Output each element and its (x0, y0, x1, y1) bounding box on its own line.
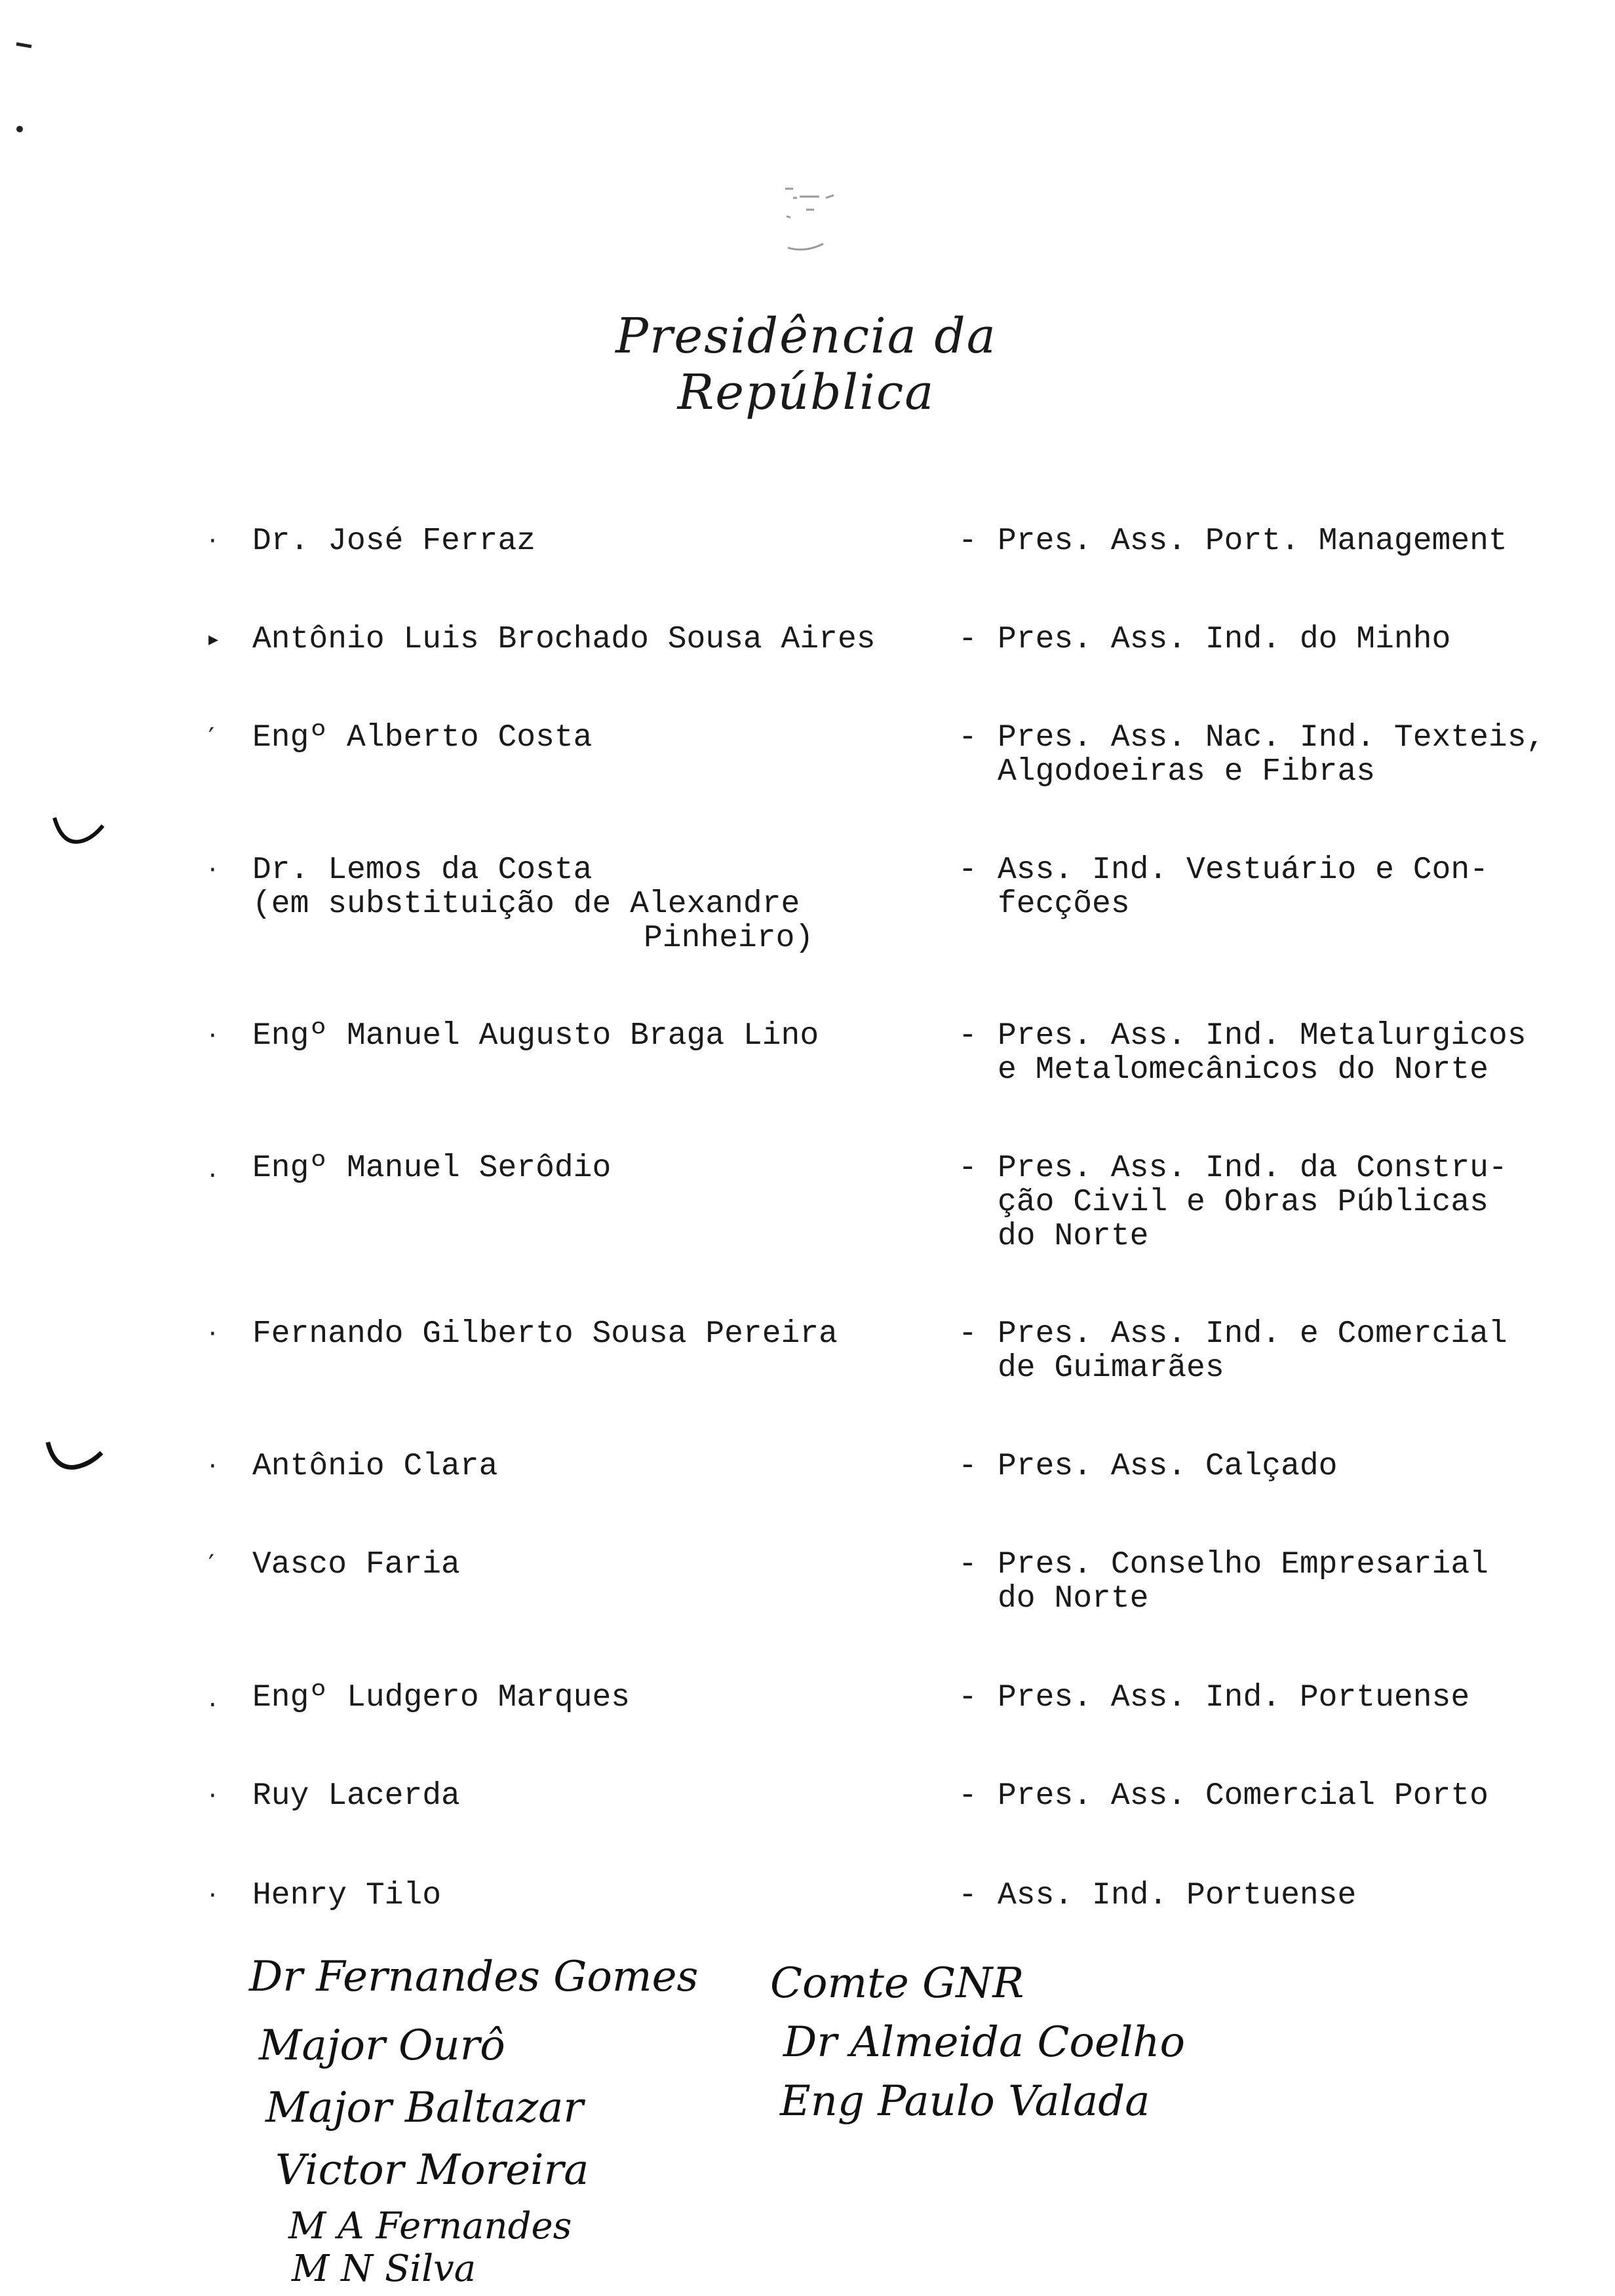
attendee-name: Engº Alberto Costa (252, 720, 593, 756)
attendee-name: Antônio Luis Brochado Sousa Aires (252, 622, 876, 657)
attendee-name-line: (em substituição de Alexandre (252, 887, 800, 922)
attendee-role: Pres. Ass. Ind. Metalurgicos (998, 1018, 1527, 1054)
list-bullet: . (208, 1153, 217, 1183)
attendee-role: Ass. Ind. Vestuário e Con- (998, 852, 1489, 888)
separator-dash: - (958, 1018, 977, 1054)
list-bullet: ′ (208, 1550, 215, 1580)
list-bullet: · (208, 1781, 217, 1811)
list-bullet: · (208, 1881, 217, 1911)
handwritten-name: Dr Fernandes Gomes (249, 1953, 699, 2001)
attendee-name: Ruy Lacerda (252, 1778, 460, 1814)
list-bullet: ′ (208, 723, 215, 753)
attendee-role-line: do Norte (998, 1581, 1149, 1617)
list-bullet: · (208, 1021, 217, 1051)
margin-dot-icon (12, 121, 31, 141)
attendee-role: Pres. Ass. Ind. Portuense (998, 1680, 1470, 1715)
attendee-role-line: ção Civil e Obras Públicas (998, 1185, 1489, 1220)
attendee-name: Henry Tilo (252, 1878, 442, 1913)
handwritten-name: Major Baltazar (265, 2084, 583, 2132)
attendee-name: Antônio Clara (252, 1449, 498, 1484)
attendee-name: Fernando Gilberto Sousa Pereira (252, 1316, 838, 1352)
list-bullet: · (208, 855, 217, 885)
separator-dash: - (958, 1778, 977, 1814)
handwritten-name: Eng Paulo Valada (780, 2077, 1150, 2126)
separator-dash: - (958, 1449, 977, 1484)
handwritten-name: Dr Almeida Coelho (783, 2018, 1186, 2067)
attendee-name: Dr. José Ferraz (252, 524, 536, 559)
attendee-role-line: fecções (998, 887, 1130, 922)
handwritten-name: Victor Moreira (275, 2146, 589, 2194)
separator-dash: - (958, 1878, 977, 1913)
attendee-role: Pres. Ass. Port. Management (998, 524, 1508, 559)
attendee-role: Pres. Ass. Ind. da Constru- (998, 1151, 1508, 1186)
handwritten-name: Comte GNR (770, 1959, 1024, 2008)
attendee-role: Pres. Ass. Calçado (998, 1449, 1338, 1484)
attendee-role: Pres. Conselho Empresarial (998, 1547, 1489, 1582)
handwritten-name: Major Ourô (259, 2021, 505, 2070)
list-bullet: · (208, 1451, 217, 1482)
attendee-role: Pres. Ass. Comercial Porto (998, 1778, 1489, 1814)
letterhead-title: Presidência da República (615, 308, 997, 421)
separator-dash: - (958, 1151, 977, 1186)
separator-dash: - (958, 852, 977, 888)
attendee-name: Engº Ludgero Marques (252, 1680, 631, 1715)
list-bullet: ▸ (208, 628, 219, 651)
attendee-role-line: e Metalomecânicos do Norte (998, 1052, 1489, 1088)
attendee-role: Ass. Ind. Portuense (998, 1878, 1357, 1913)
attendee-role: Pres. Ass. Nac. Ind. Texteis, (998, 720, 1546, 756)
separator-dash: - (958, 1316, 977, 1352)
attendee-name: Dr. Lemos da Costa (252, 852, 593, 888)
attendee-role-line: do Norte (998, 1219, 1149, 1254)
attendee-role-line: de Guimarães (998, 1350, 1224, 1386)
attendee-role: Pres. Ass. Ind. do Minho (998, 622, 1451, 657)
handwritten-name: M N Silva (292, 2248, 477, 2290)
separator-dash: - (958, 524, 977, 559)
handwritten-name: M A Fernandes (288, 2205, 572, 2248)
list-bullet: . (208, 1683, 217, 1713)
attendee-name: Engº Manuel Augusto Braga Lino (252, 1018, 819, 1054)
margin-tick-icon (13, 36, 39, 56)
separator-dash: - (958, 1680, 977, 1715)
margin-check-icon (49, 813, 108, 858)
separator-dash: - (958, 720, 977, 756)
attendee-role: Pres. Ass. Ind. e Comercial (998, 1316, 1508, 1352)
margin-check-icon (43, 1438, 108, 1484)
attendee-name-line: Pinheiro) (644, 921, 814, 956)
list-bullet: · (208, 1319, 217, 1349)
attendee-name: Vasco Faria (252, 1547, 460, 1582)
separator-dash: - (958, 1547, 977, 1582)
emblem-icon (741, 170, 872, 275)
attendee-role-line: Algodoeiras e Fibras (998, 754, 1376, 790)
separator-dash: - (958, 622, 977, 657)
list-bullet: · (208, 526, 217, 556)
attendee-name: Engº Manuel Serôdio (252, 1151, 612, 1186)
